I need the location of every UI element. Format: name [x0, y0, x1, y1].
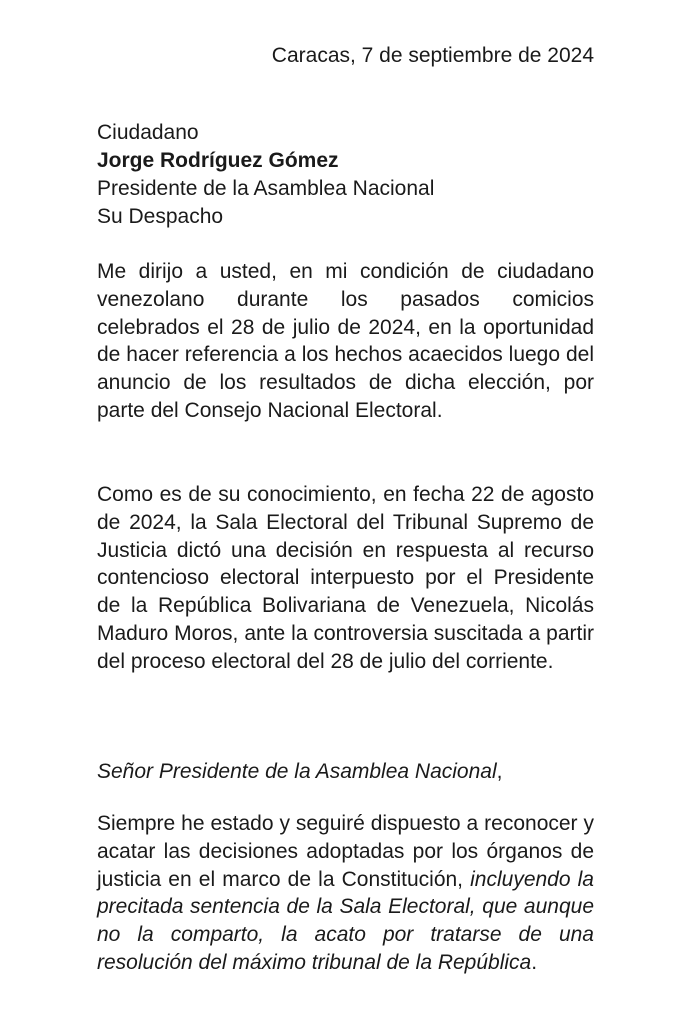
paragraph-3-italic: incluyendo la precitada sentencia de la Sala Electoral, que aunque no la comparto, la acato por tratarse de una resolución del máximo tribunal de la República — [97, 867, 594, 974]
salutation — [97, 758, 594, 786]
salutation-text: Señor Presidente de la Asamblea Nacional — [97, 760, 497, 783]
paragraph-3 — [97, 810, 594, 977]
addressee-name: Jorge Rodríguez Gómez — [97, 149, 339, 172]
addressee-title: Ciudadano — [97, 121, 199, 144]
paragraph-3-start: Siempre he estado y seguiré dispuesto a reconocer y acatar las decisiones adoptadas por los órganos de justicia en el marco de la Constitución, — [97, 812, 594, 891]
paragraph-3-end: . — [531, 950, 538, 974]
paragraph-2: Como es de su conocimiento, en fecha 22 de agosto de 2024, la Sala Electoral del Tribunal Supremo de Justicia dictó una decisión en respuesta al recurso contencioso electoral interpuesto por el Presidente de la República Bolivariana de Venezuela, Nicolás Maduro Moros, ante la controversia suscitada a partir del proceso electoral del 28 de julio del corriente. — [97, 483, 594, 673]
addressee-block — [97, 119, 594, 231]
paragraph-1: Me dirijo a usted, en mi condición de ciudadano venezolano durante los pasados comicios celebrados el 28 de julio de 2024, en la oportunidad de hacer referencia a los hechos acaecidos luego del anuncio de los resultados de dicha elección, por parte del Consejo Nacional Electoral. — [97, 260, 594, 422]
letter-date: Caracas, 7 de septiembre de 2024 — [271, 44, 594, 67]
salutation-comma: , — [496, 760, 503, 783]
addressee-office: Su Despacho — [97, 205, 224, 228]
addressee-position: Presidente de la Asamblea Nacional — [97, 177, 435, 200]
